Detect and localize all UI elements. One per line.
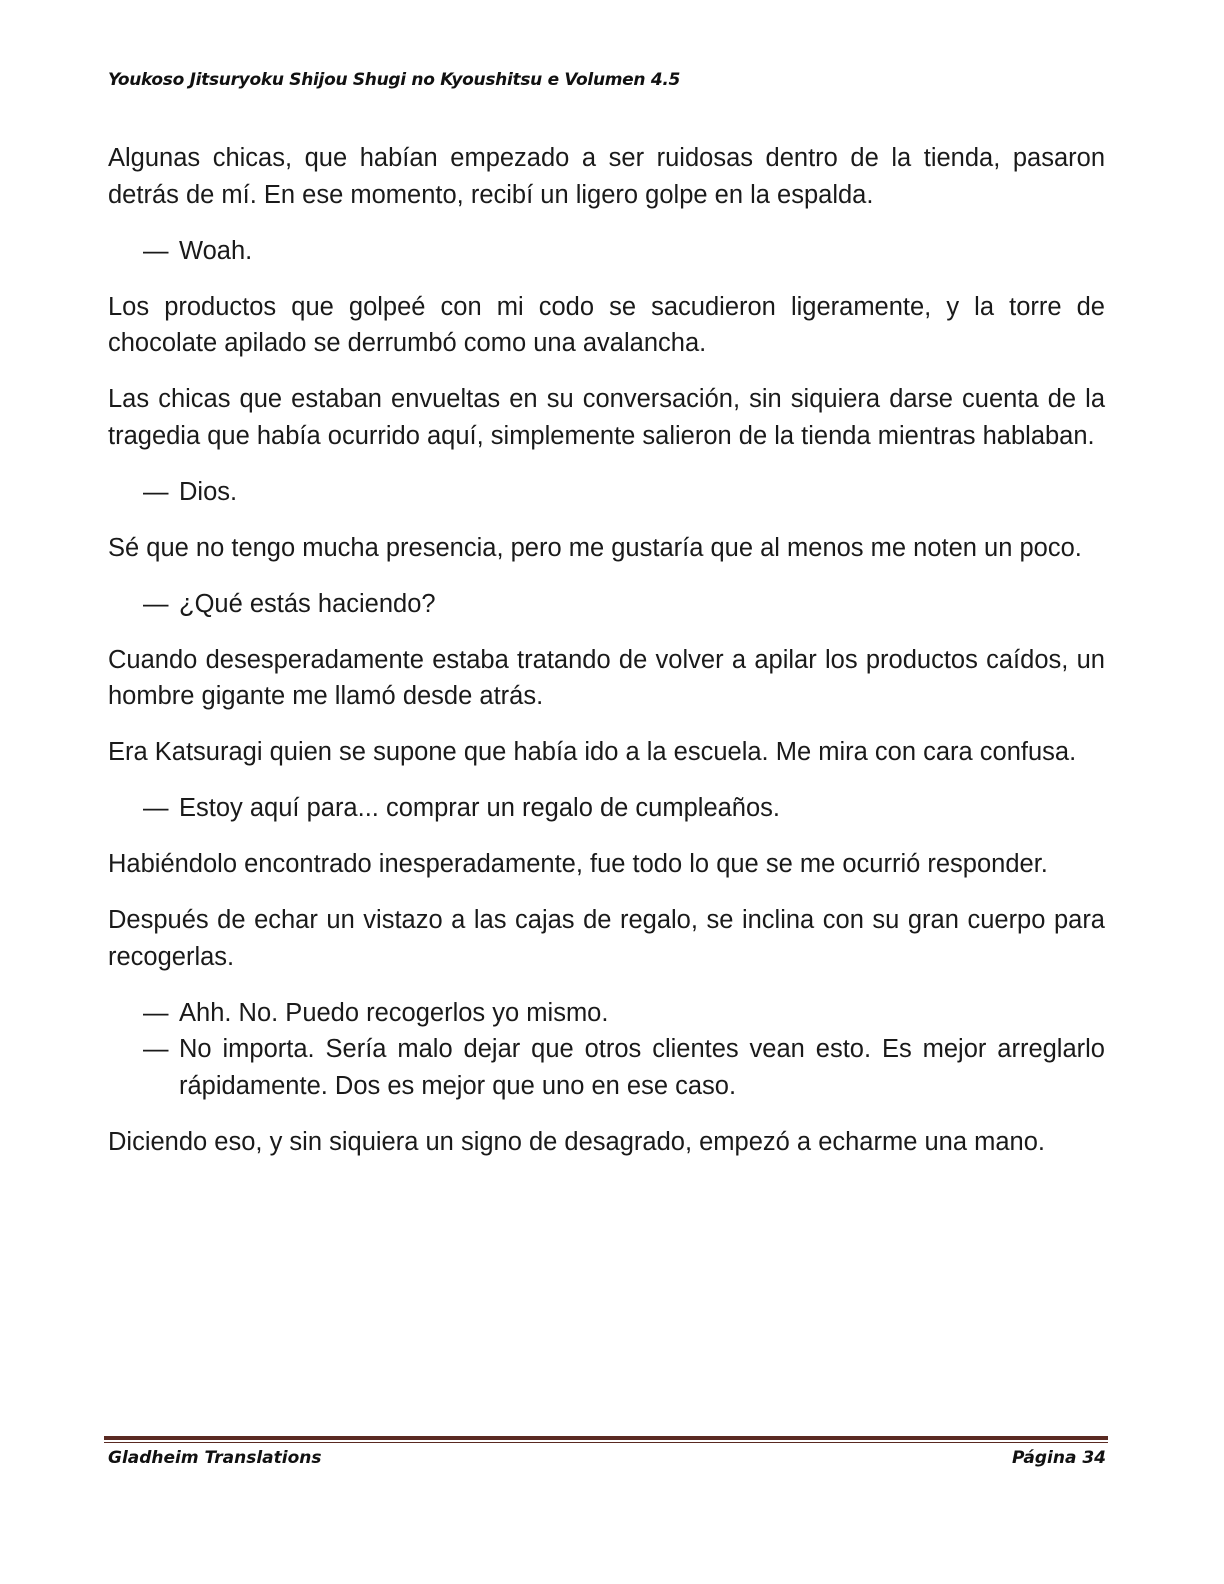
- dialogue-text: Ahh. No. Puedo recogerlos yo mismo.: [179, 998, 609, 1027]
- dialogue-line: [143, 995, 1105, 1032]
- dialogue-dash: —: [143, 1035, 169, 1063]
- paragraph: Sé que no tengo mucha presencia, pero me gustaría que al menos me noten un poco.: [108, 533, 1082, 562]
- dialogue-dash: —: [143, 236, 169, 265]
- page-number: Página 34: [1012, 1448, 1106, 1468]
- dialogue-text: ¿Qué estás haciendo?: [179, 589, 436, 618]
- dialogue-line: [143, 790, 1105, 827]
- paragraph: Cuando desesperadamente estaba tratando de volver a apilar los productos caídos, un hombre gigante me llamó desde atrás.: [108, 645, 1105, 710]
- dialogue-dash: —: [143, 794, 169, 822]
- paragraph: Las chicas que estaban envueltas en su conversación, sin siquiera darse cuenta de la tragedia que había ocurrido aquí, simplemente salieron de la tienda mientras hablaban.: [108, 385, 1105, 450]
- dialogue-text: Dios.: [179, 477, 238, 506]
- dialogue-dash: —: [143, 477, 169, 506]
- dialogue-line: [143, 1031, 1105, 1104]
- footer-divider-thick: [104, 1436, 1108, 1440]
- dialogue-text: Estoy aquí para... comprar un regalo de cumpleaños.: [179, 794, 781, 822]
- page-body: [108, 140, 1105, 1180]
- paragraph: Después de echar un vistazo a las cajas de regalo, se inclina con su gran cuerpo para recogerlas.: [108, 906, 1105, 971]
- paragraph: Diciendo eso, y sin siquiera un signo de desagrado, empezó a echarme una mano.: [108, 1127, 1045, 1156]
- page-header-title: Youkoso Jitsuryoku Shijou Shugi no Kyoushitsu e Volumen 4.5: [108, 70, 681, 90]
- dialogue-line: [143, 586, 1105, 623]
- dialogue-line: [143, 474, 1105, 511]
- footer-divider-thin: [104, 1442, 1108, 1443]
- dialogue-line: [143, 233, 1105, 270]
- footer-credit: Gladheim Translations: [108, 1448, 322, 1468]
- paragraph: Era Katsuragi quien se supone que había ido a la escuela. Me mira con cara confusa.: [108, 738, 1077, 766]
- dialogue-dash: —: [143, 589, 169, 618]
- footer-divider: [104, 1436, 1108, 1443]
- paragraph: Algunas chicas, que habían empezado a ser ruidosas dentro de la tienda, pasaron detrás de mí. En ese momento, recibí un ligero golpe en la espalda.: [108, 144, 1105, 209]
- dialogue-text: No importa. Sería malo dejar que otros clientes vean esto. Es mejor arreglarlo rápidamente. Dos es mejor que uno en ese caso.: [179, 1035, 1105, 1100]
- dialogue-text: Woah.: [179, 236, 253, 265]
- paragraph: Los productos que golpeé con mi codo se sacudieron ligeramente, y la torre de chocolate apilado se derrumbó como una avalancha.: [108, 292, 1105, 357]
- paragraph: Habiéndolo encontrado inesperadamente, fue todo lo que se me ocurrió responder.: [108, 850, 1048, 878]
- dialogue-dash: —: [143, 998, 169, 1027]
